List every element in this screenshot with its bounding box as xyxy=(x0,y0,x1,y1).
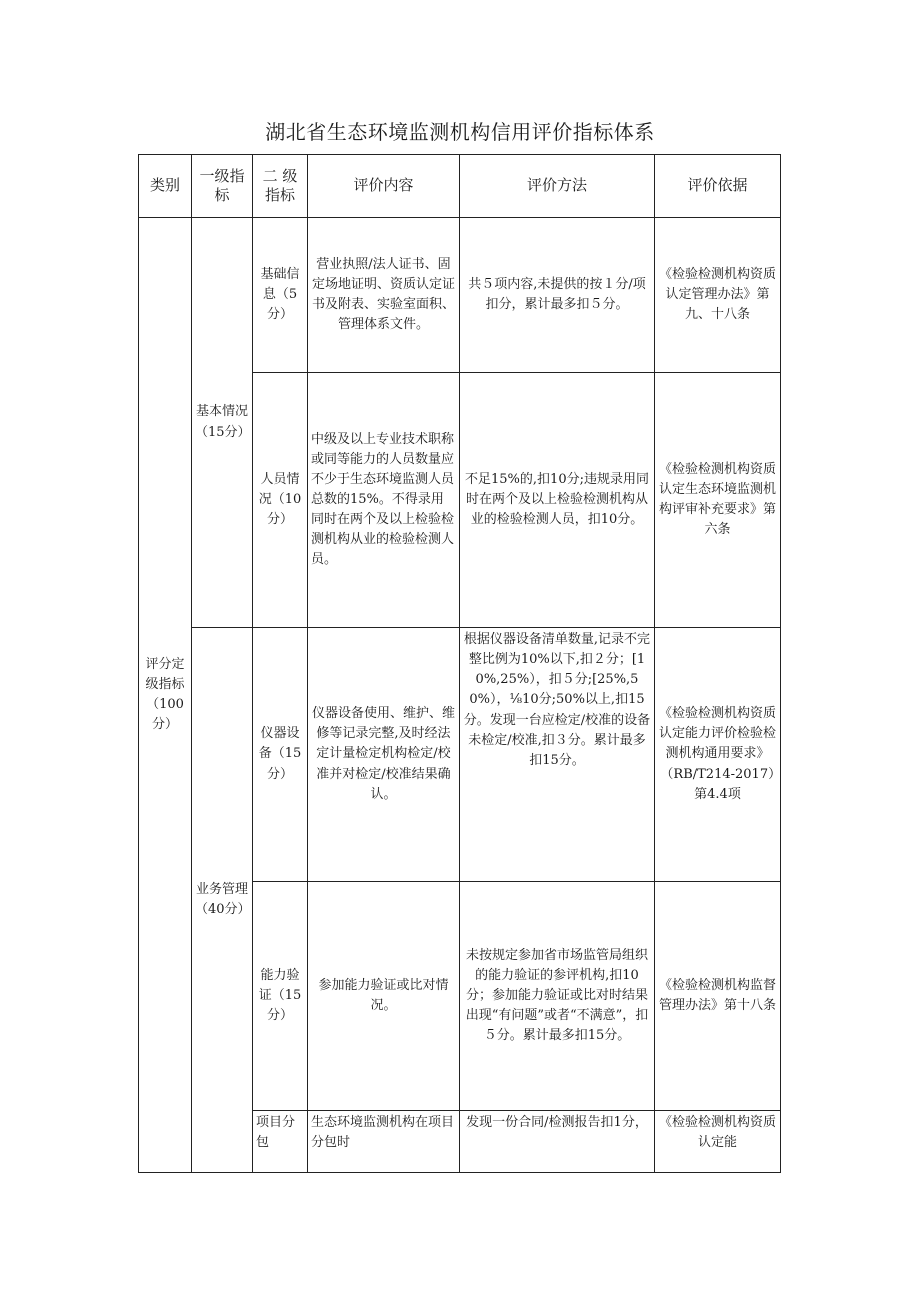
method-cell: 发现一份合同/检测报告扣1分， xyxy=(460,1111,655,1173)
basis-cell: 《检验检测机构监督管理办法》第十八条 xyxy=(655,882,781,1111)
evaluation-table xyxy=(138,154,781,1173)
content-cell: 参加能力验证或比对情况。 xyxy=(308,882,460,1111)
basis-cell: 《检验检测机构资质认定管理办法》第九、十八条 xyxy=(655,218,781,373)
header-level2: 二 级指标 xyxy=(253,155,308,218)
level2-cell: 基础信息（5分） xyxy=(253,218,308,373)
level2-cell: 人员情况（10分） xyxy=(253,373,308,628)
header-content: 评价内容 xyxy=(308,155,460,218)
method-cell: 不足15%的,扣10分;违规录用同时在两个及以上检验检测机构从业的检验检测人员，扣10分。 xyxy=(460,373,655,628)
content-cell: 生态环境监测机构在项目分包时 xyxy=(308,1111,460,1173)
level2-cell: 能力验证（15分） xyxy=(253,882,308,1111)
table-row xyxy=(139,628,781,882)
header-category: 类别 xyxy=(139,155,192,218)
table-row xyxy=(139,218,781,373)
header-level1: 一级指标 xyxy=(192,155,253,218)
method-cell: 未按规定参加省市场监管局组织的能力验证的参评机构,扣10分；参加能力验证或比对时结果出现“有问题”或者“不满意”，扣５分。累计最多扣15分。 xyxy=(460,882,655,1111)
content-cell: 中级及以上专业技术职称或同等能力的人员数量应不少于生态环境监测人员总数的15%。不得录用同时在两个及以上检验检测机构从业的检验检测人员。 xyxy=(308,373,460,628)
content-cell: 营业执照/法人证书、固定场地证明、资质认定证书及附表、实验室面积、管理体系文件。 xyxy=(308,218,460,373)
content-cell: 仪器设备使用、维护、维修等记录完整,及时经法定计量检定机构检定/校准并对检定/校准结果确认。 xyxy=(308,628,460,882)
header-row xyxy=(139,155,781,218)
header-method: 评价方法 xyxy=(460,155,655,218)
basis-cell: 《检验检测机构资质认定生态环境监测机构评审补充要求》第六条 xyxy=(655,373,781,628)
basis-cell: 《检验检测机构资质认定能力评价检验检测机构通用要求》（RB/T214-2017）第4.4项 xyxy=(655,628,781,882)
document-title: 湖北省生态环境监测机构信用评价指标体系 xyxy=(265,120,655,144)
group-business-cell: 业务管理（40分） xyxy=(192,628,253,1173)
level2-cell: 仪器设备（15分） xyxy=(253,628,308,882)
header-basis: 评价依据 xyxy=(655,155,781,218)
method-cell: 根据仪器设备清单数量,记录不完整比例为10%以下,扣２分；[10%,25%），扣５分;[25%,50%），⅛10分;50%以上,扣15分。发现一台应检定/校准的设备未检定/校准,扣３分。累计最多扣15分。 xyxy=(460,628,655,882)
category-cell: 评分定级指标（100分） xyxy=(139,218,192,1173)
level2-cell: 项目分包 xyxy=(253,1111,308,1173)
group-basic-cell: 基本情况（15分） xyxy=(192,218,253,628)
basis-cell: 《检验检测机构资质认定能 xyxy=(655,1111,781,1173)
method-cell: 共５项内容,未提供的按１分/项扣分，累计最多扣５分。 xyxy=(460,218,655,373)
